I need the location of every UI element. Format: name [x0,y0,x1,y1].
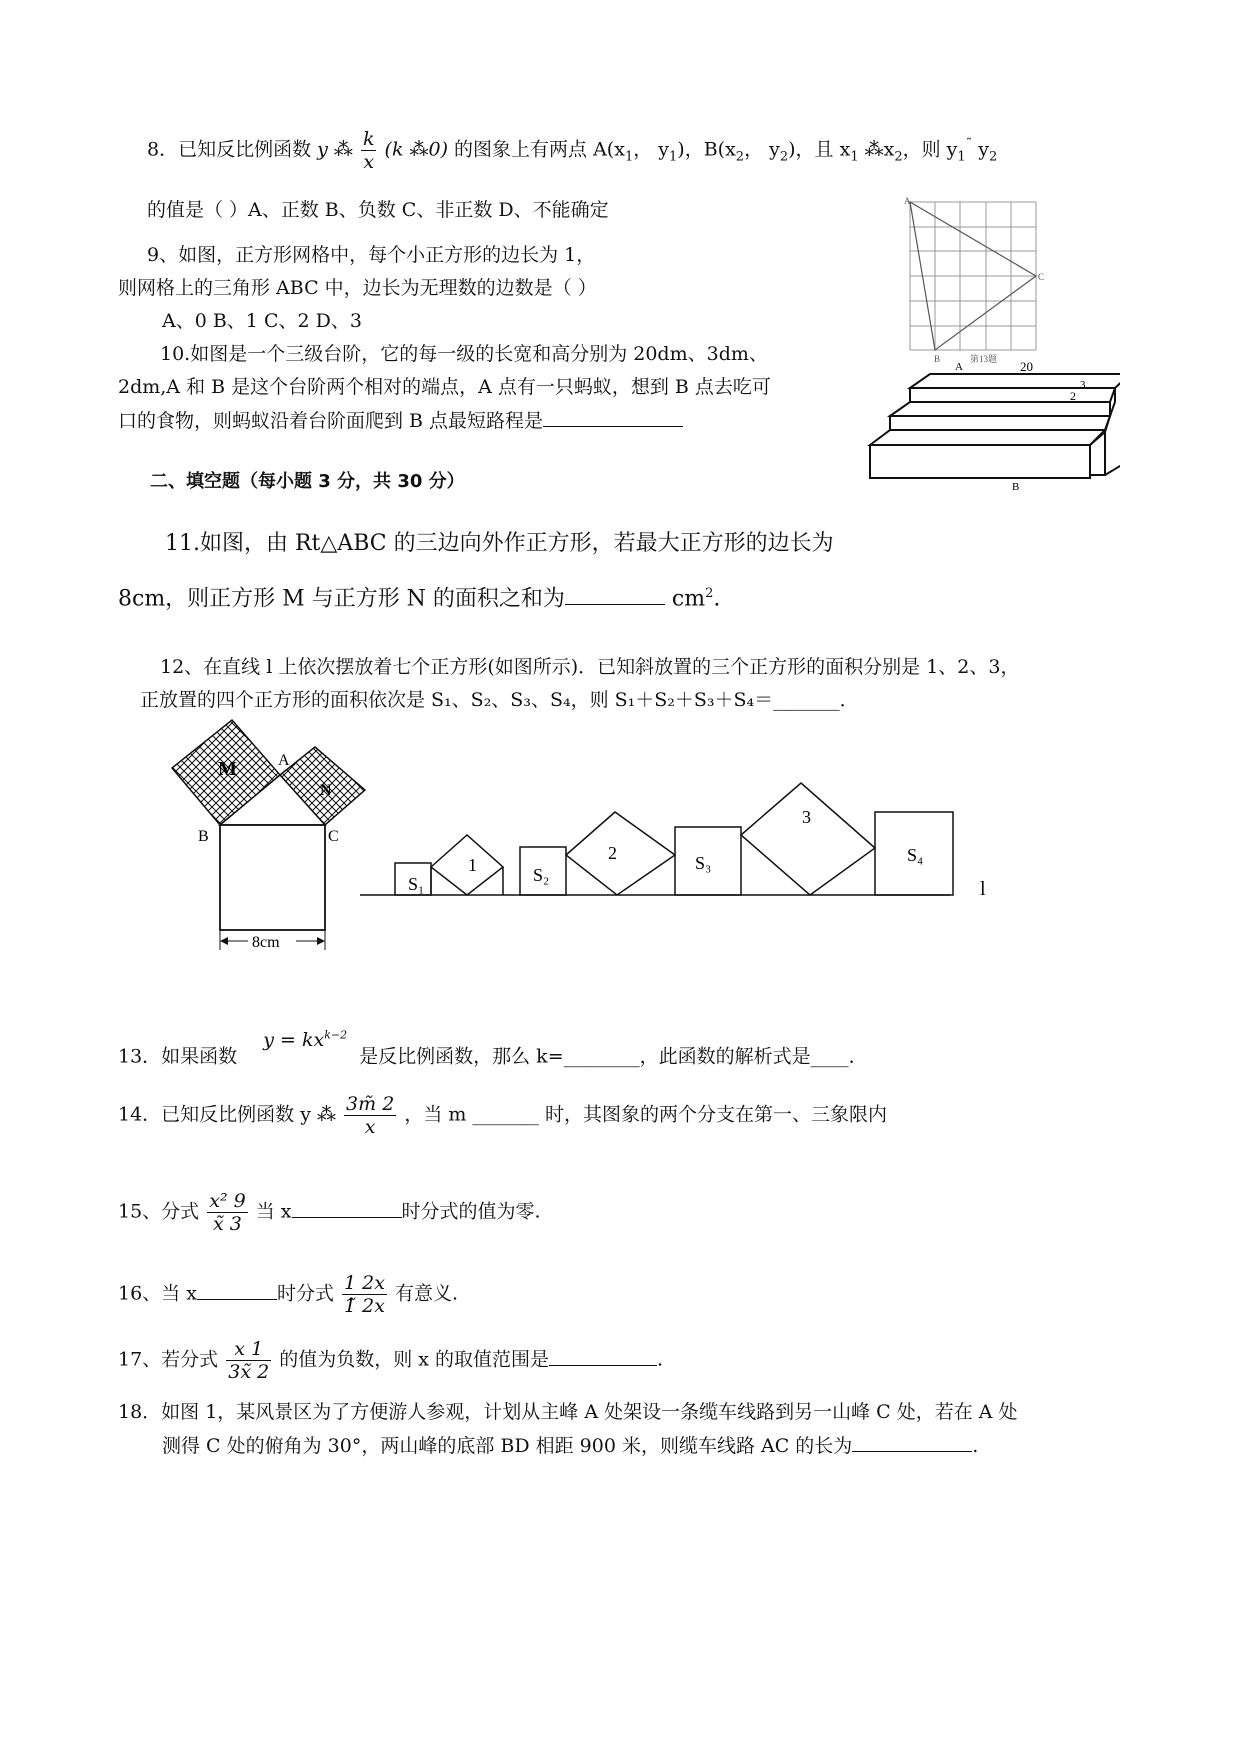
q16-frac-den: 1̃ 2x [344,1295,385,1317]
q13-prefix: 13．如果函数 [118,1045,238,1068]
q9-line2: 则网格上的三角形 ABC 中，边长为无理数的边数是（ ） [118,277,597,299]
q8-frac-num: k [362,128,375,150]
q13-formula [263,1029,347,1051]
q12-line2: 正放置的四个正方形的面积依次是 S₁、S₂、S₃、S₄，则 S₁＋S₂＋S₃＋S₄＝_______． [140,689,859,711]
label-line-l: l [980,878,986,900]
q10-line1: 10.如图是一个三级台阶，它的每一级的长宽和高分别为 20dm、3dm、 [160,343,768,365]
q16-fraction [342,1272,387,1317]
stair-label-b: B [1012,481,1020,493]
q18-line2-end: . [972,1435,979,1457]
q8-mid4: ， y [744,138,780,161]
stair-label-3: 3 [1080,379,1086,391]
q8-eq-glyph: ⁂ [333,138,353,161]
q15-suffix-b: 时分式的值为零. [401,1200,541,1223]
label-sq2: 2 [608,843,617,863]
q13-suffix: 是反比例函数，那么 k=________，此函数的解析式是____． [359,1045,868,1068]
label-c: C [328,828,339,845]
q15-fraction [207,1190,247,1235]
q15-line [118,1190,541,1235]
q8-sub6: 2 [894,149,903,165]
q18-answer-blank [852,1433,972,1452]
q11-line2 [118,580,720,613]
q8-sub5: 1 [850,149,859,165]
q8-frac-den: x [363,151,375,173]
q9-line1: 9、如图，正方形网格中，每个小正方形的边长为 1， [147,244,596,266]
section2-title: 二、填空题（每小题 3 分，共 30 分） [150,471,465,492]
q8-sub4: 2 [779,149,789,165]
q13-formula-base: y = kx [263,1029,325,1052]
q10-line3-text: 口的食物，则蚂蚁沿着台阶面爬到 B 点最短路程是 [118,410,544,432]
staircase-figure [860,360,1120,495]
q15-frac-num: x² 9 [209,1190,246,1212]
q11-line1: 11.如图，由 Rt△ABC 的三边向外作正方形，若最大正方形的边长为 [165,531,834,556]
q16-mid: 时分式 [276,1282,334,1305]
square-bc [220,825,325,930]
q18-line1: 18．如图 1，某风景区为了方便游人参观，计划从主峰 A 处架设一条缆车线路到另一山峰 C 处，若在 A 处 [118,1401,1018,1423]
q17-line [118,1338,663,1383]
q17-suffix-a: 的值为负数，则 x 的取值范围是 [279,1348,550,1371]
q18-line2 [162,1433,978,1458]
grid-label-b: B [934,354,941,364]
q15-answer-blank [292,1199,402,1218]
label-n: N [320,782,332,799]
q17-suffix-b: . [657,1348,664,1371]
q14-frac-den: x [364,1116,376,1138]
q10-line2: 2dm,A 和 B 是这个台阶两个相对的端点，A 点有一只蚂蚁，想到 B 点去吃可 [118,376,771,398]
q14-frac-num: 3m̃ 2 [346,1093,395,1115]
q17-answer-blank [549,1347,657,1366]
q8-mid2: ， y [633,138,669,161]
q11-period: . [713,586,721,612]
q14-suffix: ，当 m _______ 时，其图象的两个分支在第一、三象限内 [404,1103,887,1126]
q8-sub1: 1 [624,149,634,165]
q8-sub7: 1 [957,149,966,165]
squares-on-line-figure [355,755,1005,905]
q8-condition: (k ⁂0) [384,138,448,161]
q13-formula-exp: k−2 [324,1029,348,1042]
q16-suffix: 有意义. [394,1282,459,1305]
q15-frac-den: x̃ 3 [213,1213,242,1235]
label-b: B [198,828,209,845]
q10-answer-blank [543,408,683,427]
q8-line2: 的值是（ ）A、正数 B、负数 C、非正数 D、不能确定 [147,199,609,221]
q15-suffix-a: 当 x [255,1200,292,1223]
label-s4: S₄ [907,845,924,865]
label-s3: S₃ [695,853,712,873]
q8-prefix: 8．已知反比例函数 [147,138,312,161]
q8-sub3: 2 [735,149,745,165]
q17-frac-den: 3x̃ 2 [228,1361,270,1383]
label-a: A [278,752,290,769]
q8-mid: 的图象上有两点 A(x [454,138,625,161]
label-8cm: 8cm [252,934,280,951]
q14-line [118,1093,887,1138]
q8-func-y: y [317,138,328,161]
q16-prefix: 16、当 x [118,1282,197,1305]
q17-fraction [226,1338,271,1383]
stair-label-a: A [955,361,963,373]
q11-answer-blank [565,586,665,605]
q15-prefix: 15、分式 [118,1200,200,1223]
label-s2: S₂ [533,865,550,885]
q8-mid5: )，且 x [788,138,851,161]
q8-mid7: ，则 y [902,138,958,161]
q11-line2-text: 8cm，则正方形 M 与正方形 N 的面积之和为 [118,586,565,612]
grid-caption: 第13题 [970,354,998,364]
q8-sub8: 2 [988,149,998,165]
q14-fraction [344,1093,396,1138]
label-sq1: 1 [468,855,477,875]
q11-unit-sup: 2 [705,586,714,601]
q17-prefix: 17、若分式 [118,1348,219,1371]
q18-line2-text: 测得 C 处的俯角为 30°，两山峰的底部 BD 相距 900 米，则缆车线路 AC 的长为 [162,1435,853,1457]
q10-line3 [118,408,683,433]
q13-line [118,1029,868,1068]
q11-unit: cm [664,586,706,612]
label-m: M [218,758,237,780]
q16-answer-blank [197,1281,277,1300]
stair-label-2: 2 [1070,389,1076,403]
q9-options: A、0 B、1 C、2 D、3 [162,310,362,332]
q8-sub2: 1 [669,149,678,165]
q8-mid3: )，B(x [677,138,736,161]
label-sq3: 3 [802,807,811,827]
q16-frac-num: 1 2x [344,1272,385,1294]
grid-label-c: C [1038,272,1045,282]
q8-fraction [361,128,377,173]
q8-line1 [147,128,997,173]
grid-figure [900,196,1050,366]
q16-line [118,1272,458,1317]
q12-line1: 12、在直线 l 上依次摆放着七个正方形(如图所示)．已知斜放置的三个正方形的面积分别是 1、2、3， [160,656,1020,678]
stair-label-20: 20 [1020,360,1033,374]
q17-frac-num: x 1 [226,1338,271,1361]
grid-label-a: A [904,196,911,206]
label-s1: S₁ [408,874,425,894]
pythagoras-figure [160,715,380,955]
q8-mid8: y [972,138,989,161]
q14-prefix: 14．已知反比例函数 y ⁂ [118,1103,336,1126]
q8-mid6: ⁂x [858,138,895,161]
q8-tilde: ˜ [965,137,973,153]
